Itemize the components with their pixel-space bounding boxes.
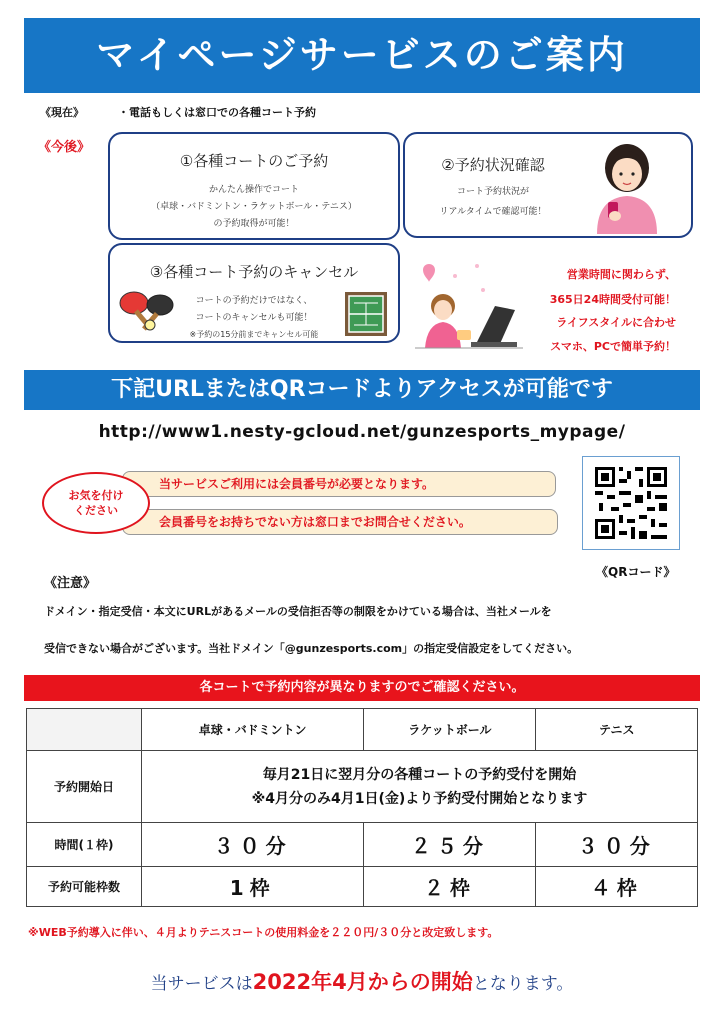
table-header-row bbox=[27, 709, 698, 751]
cancellation-line-2: コートのキャンセルも可能！ bbox=[195, 313, 313, 323]
time-tennis: ３０分 bbox=[536, 823, 698, 867]
cancellation-title: ③各種コート予約のキャンセル bbox=[149, 263, 359, 281]
closing-pre: 当サービスは bbox=[150, 974, 253, 994]
start-date-label: 予約開始日 bbox=[27, 751, 142, 823]
qr-code-label: 《QRコード》 bbox=[596, 565, 676, 579]
table-header-racquetball: ラケットボール bbox=[364, 709, 536, 751]
woman-computer-illustration bbox=[415, 256, 525, 356]
access-banner: 下記URLまたはQRコードよりアクセスが可能です bbox=[24, 370, 700, 410]
reservation-line-1: かんたん操作でコート bbox=[208, 185, 299, 195]
caution-text-2: 受信できない場合がございます。当社ドメイン「@gunzesports.com」の指定受信設定をしてください。 bbox=[44, 642, 579, 655]
closing-statement bbox=[0, 966, 724, 996]
member-number-required-note: 当サービスご利用には会員番号が必要となります。 bbox=[122, 471, 556, 497]
table-row-start-date bbox=[27, 751, 698, 823]
start-date-line-1: 毎月21日に翌月分の各種コートの予約受付を開始 bbox=[262, 766, 577, 783]
closing-post: となります。 bbox=[472, 974, 574, 994]
promo-line-2: 365日24時間受付可能！ bbox=[549, 293, 676, 306]
qr-code-frame[interactable] bbox=[582, 456, 680, 550]
caution-oval-line-1: お気を付け bbox=[68, 489, 124, 502]
page-title: マイページサービスのご案内 bbox=[24, 18, 700, 93]
current-text: ・電話もしくは窓口での各種コート予約 bbox=[118, 106, 316, 119]
closing-highlight: 2022年4月からの開始 bbox=[252, 970, 473, 994]
member-number-inquiry-note: 会員番号をお持ちでない方は窓口までお問合せください。 bbox=[122, 509, 558, 535]
caution-heading: 《注意》 bbox=[44, 576, 97, 591]
court-reservation-table bbox=[26, 708, 698, 907]
cancellation-box bbox=[108, 243, 400, 343]
status-check-line-2: リアルタイムで確認可能！ bbox=[439, 207, 547, 217]
table-header-corner bbox=[27, 709, 142, 751]
current-label: 《現在》 bbox=[40, 106, 84, 119]
time-label: 時間(１枠) bbox=[27, 823, 142, 867]
slots-label: 予約可能枠数 bbox=[27, 867, 142, 907]
qr-code-icon bbox=[583, 457, 679, 549]
tennis-court-illustration bbox=[344, 291, 388, 337]
status-check-box bbox=[403, 132, 693, 238]
slots-pingpong-badminton: 1枠 bbox=[142, 867, 364, 907]
slots-racquetball: ２枠 bbox=[364, 867, 536, 907]
promo-line-3: ライフスタイルに合わせ bbox=[556, 316, 676, 329]
table-row-slots bbox=[27, 867, 698, 907]
reservation-line-3: の予約取得が可能！ bbox=[213, 219, 295, 229]
table-header-tennis: テニス bbox=[536, 709, 698, 751]
ping-pong-illustration bbox=[118, 289, 180, 337]
start-date-value bbox=[142, 751, 698, 823]
time-pingpong-badminton: ３０分 bbox=[142, 823, 364, 867]
future-label: 《今後》 bbox=[38, 140, 91, 155]
time-racquetball: ２５分 bbox=[364, 823, 536, 867]
woman-phone-illustration bbox=[587, 136, 667, 236]
reservation-title: ①各種コートのご予約 bbox=[179, 152, 329, 170]
cancellation-note: ※予約の15分前までキャンセル可能 bbox=[189, 330, 319, 339]
promo-line-1: 営業時間に関わらず、 bbox=[566, 268, 676, 281]
status-check-title: ②予約状況確認 bbox=[441, 156, 545, 174]
caution-oval bbox=[42, 472, 150, 534]
caution-text-1: ドメイン・指定受信・本文にURLがあるメールの受信拒否等の制限をかけている場合は、当社メールを bbox=[44, 605, 552, 618]
status-check-line-1: コート予約状況が bbox=[456, 187, 529, 197]
start-date-line-2: ※4月分のみ4月1日(金)より予約受付開始となります bbox=[251, 790, 588, 807]
caution-oval-line-2: ください bbox=[74, 504, 118, 517]
cancellation-line-1: コートの予約だけではなく、 bbox=[195, 296, 313, 306]
table-row-time bbox=[27, 823, 698, 867]
reservation-box bbox=[108, 132, 400, 240]
slots-tennis: ４枠 bbox=[536, 867, 698, 907]
table-header-pingpong-badminton: 卓球・バドミントン bbox=[142, 709, 364, 751]
promo-line-4: スマホ、PCで簡単予約！ bbox=[550, 340, 676, 353]
table-banner: 各コートで予約内容が異なりますのでご確認ください。 bbox=[24, 675, 700, 701]
mypage-url-link[interactable]: http://www1.nesty-gcloud.net/gunzesports_mypage/ bbox=[98, 422, 626, 442]
reservation-line-2: （卓球・バドミントン・ラケットボール・テニス） bbox=[151, 202, 357, 212]
fee-footnote: ※WEB予約導入に伴い、４月よりテニスコートの使用料金を２２０円/３０分と改定致します。 bbox=[28, 926, 499, 939]
